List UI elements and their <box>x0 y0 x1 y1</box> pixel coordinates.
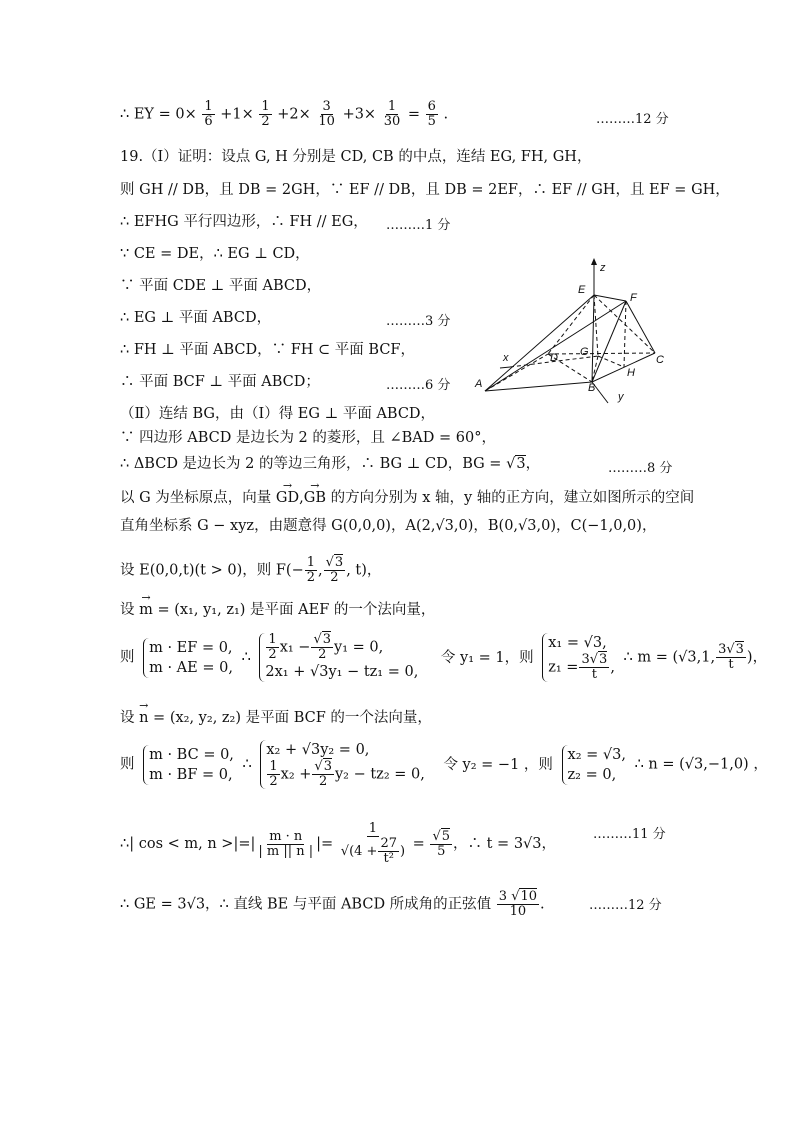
frac-1-2: $\frac{1}{2}$ <box>261 99 270 129</box>
edge-fh <box>624 301 626 367</box>
frac-1-2b: $\frac{1}{2}$ <box>306 555 315 585</box>
triangle-line: ∴ ΔBCD 是边长为 2 的等边三角形，∴ BG ⊥ CD，BG = √3， <box>120 456 541 472</box>
frac-1-30: $\frac{1}{30}$ <box>383 99 401 129</box>
ey-lead: ∴ EY = 0× <box>120 106 197 123</box>
system-n-equations: x₂ + √3y₂ = 0, $\frac{1}{2}$ x₂ + $\frac{√3}{2}$ y₂ − tz₂ = 0, <box>260 740 424 789</box>
bcf-perp-line: ∴ 平面 BCF ⊥ 平面 ABCD； <box>120 374 320 390</box>
points-line: 直角坐标系 G − xyz，由题意得 G(0,0,0)，A(2,√3,0)，B(0,√3,0)，C(−1,0,0)， <box>120 518 657 534</box>
label-b: B <box>588 382 596 394</box>
frac-3sqrt3-t: $\frac{3√3}{t}$ <box>718 642 744 672</box>
edge-af <box>485 301 626 391</box>
edge-ab <box>485 382 592 391</box>
score-1: ………1 分 <box>386 218 451 233</box>
frac-mn: $\frac{m \cdot n}{| m || n |}$ <box>258 828 314 859</box>
score-12b: ………12 分 <box>589 898 662 913</box>
parallel-line: 则 GH // DB，且 DB = 2GH，∵ EF // DB，且 DB = 2EF，∴ EF // GH，且 EF = GH， <box>120 182 730 198</box>
frac-1-6: $\frac{1}{6}$ <box>204 99 213 129</box>
score-8: ………8 分 <box>608 461 673 476</box>
system-n: 则 m · BC = 0, m · BF = 0, ∴ x₂ + √3y₂ = 0, $\frac{1}{2}$ x₂ + $\frac{√3}{2}$ y₂ − tz₂ = 0, 令 y₂ = −1 ，则 x₂ = √3, z₂ = 0, ∴ n = (√3,−1,0) ， <box>120 742 768 789</box>
score-12a: ………12 分 <box>596 112 669 127</box>
normal-m-line: 设 → m = (x₁, y₁, z₁) 是平面 AEF 的一个法向量， <box>120 600 435 620</box>
edge-fc <box>626 301 655 353</box>
vec-m: → m <box>139 600 153 620</box>
edge-fb <box>592 301 626 382</box>
frac-cos-value: 1 √(4 + $\frac{27}{\text{t²}}$ ) <box>340 821 406 866</box>
system-n-result: x₂ = √3, z₂ = 0, <box>562 745 626 785</box>
label-z: z <box>600 262 606 274</box>
frac-sqrt3-2: $\frac{√3}{2}$ <box>325 555 344 585</box>
score-3: ………3 分 <box>386 314 451 329</box>
system-n-conditions: m · BC = 0, m · BF = 0, <box>143 745 234 785</box>
rhombus-line: ∵ 四边形 ABCD 是边长为 2 的菱形，且 ∠BAD = 60°， <box>120 430 496 446</box>
label-c: C <box>656 354 664 366</box>
label-y: y <box>618 391 624 403</box>
ef-coords-line: 设 E(0,0,t)(t > 0)，则 F(− $\frac{1}{2}$ , $\frac{√3}{2}$ , t)， <box>120 555 382 585</box>
vec-n: → n <box>139 708 148 728</box>
frac-sqrt5-5: $\frac{√5}{5}$ <box>432 828 451 859</box>
fh-perp-line: ∴ FH ⊥ 平面 ABCD，∵ FH ⊂ 平面 BCF， <box>120 342 415 358</box>
label-f: F <box>630 292 637 304</box>
label-e: E <box>578 284 586 296</box>
z-arrow <box>591 258 597 265</box>
edge-dc <box>548 353 655 354</box>
label-g: G <box>580 346 589 358</box>
frac-3-10: $\frac{3}{10}$ <box>318 99 335 129</box>
label-h: H <box>627 367 635 379</box>
ey-expectation: ∴ EY = 0× $\frac{1}{6}$ +1× $\frac{1}{2}$ +2× $\frac{3}{10}$ +3× $\frac{1}{30}$ = $\frac{6}{5}$ . <box>120 99 449 129</box>
vec-gd: → GD <box>276 488 299 508</box>
frac-answer: $\frac{3 √10}{10}$ <box>498 889 538 919</box>
proof-intro: 19.（Ⅰ）证明：设点 G, H 分别是 CD, CB 的中点，连结 EG, FH, GH， <box>120 149 592 165</box>
label-x: x <box>503 352 509 364</box>
score-6: ………6 分 <box>386 378 451 393</box>
frac-6-5: $\frac{6}{5}$ <box>427 99 436 129</box>
plane-perp-line: ∵ 平面 CDE ⊥ 平面 ABCD， <box>120 278 322 294</box>
normal-n-line: 设 → n = (x₂, y₂, z₂) 是平面 BCF 的一个法向量， <box>120 708 432 728</box>
label-a: A <box>475 378 483 390</box>
edge-eb <box>592 295 594 382</box>
coords-line: 以 G 为坐标原点，向量 → GD,→ GB 的方向分别为 x 轴，y 轴的正方向，建立如图所示的空间 <box>120 488 694 508</box>
parallelogram-line: ∴ EFHG 平行四边形，∴ FH // EG， <box>120 214 368 230</box>
x-axis <box>500 367 510 368</box>
part2-line: （Ⅱ）连结 BG，由（Ⅰ）得 EG ⊥ 平面 ABCD， <box>120 406 436 422</box>
system-m-equations: $\frac{1}{2}$ x₁ − $\frac{√3}{2}$ y₁ = 0, 2x₁ + √3y₁ − tz₁ = 0, <box>259 633 418 682</box>
edge-ad <box>485 354 548 391</box>
edge-ea <box>485 295 594 391</box>
pyramid-figure <box>470 255 670 405</box>
score-11: ………11 分 <box>593 827 666 842</box>
cosine-line: ∴| cos < m, n >|=| $\frac{m \cdot n}{| m || n |}$ |= 1 √(4 + $\frac{27}{\text{t²}}$ ) = $\frac{√5}{5}$ ，∴ t = 3√3， <box>120 821 557 866</box>
system-m: 则 m · EF = 0, m · AE = 0, ∴ $\frac{1}{2}$ x₁ − $\frac{√3}{2}$ y₁ = 0, 2x₁ + √3y₁ − tz₁ = 0, 令 y₁ = 1，则 x₁ = √3, z₁ = $\frac{3√3}{t}$ , ∴ m = (√3,1, $\frac{3√3}{t}$ )， <box>120 632 768 682</box>
system-m-result: x₁ = √3, z₁ = $\frac{3√3}{t}$ , <box>542 633 615 682</box>
edge-eg <box>594 295 598 356</box>
vec-gb: → GB <box>304 488 326 508</box>
system-m-conditions: m · EF = 0, m · AE = 0, <box>143 638 233 678</box>
edge-ef <box>594 295 626 301</box>
eg-perp-line: ∴ EG ⊥ 平面 ABCD， <box>120 310 272 326</box>
perp-cd-line: ∵ CE = DE，∴ EG ⊥ CD， <box>120 246 310 262</box>
label-d: D <box>550 352 558 364</box>
final-answer-line: ∴ GE = 3√3，∴ 直线 BE 与平面 ABCD 所成角的正弦值 $\frac{3 √10}{10}$ . <box>120 889 545 919</box>
